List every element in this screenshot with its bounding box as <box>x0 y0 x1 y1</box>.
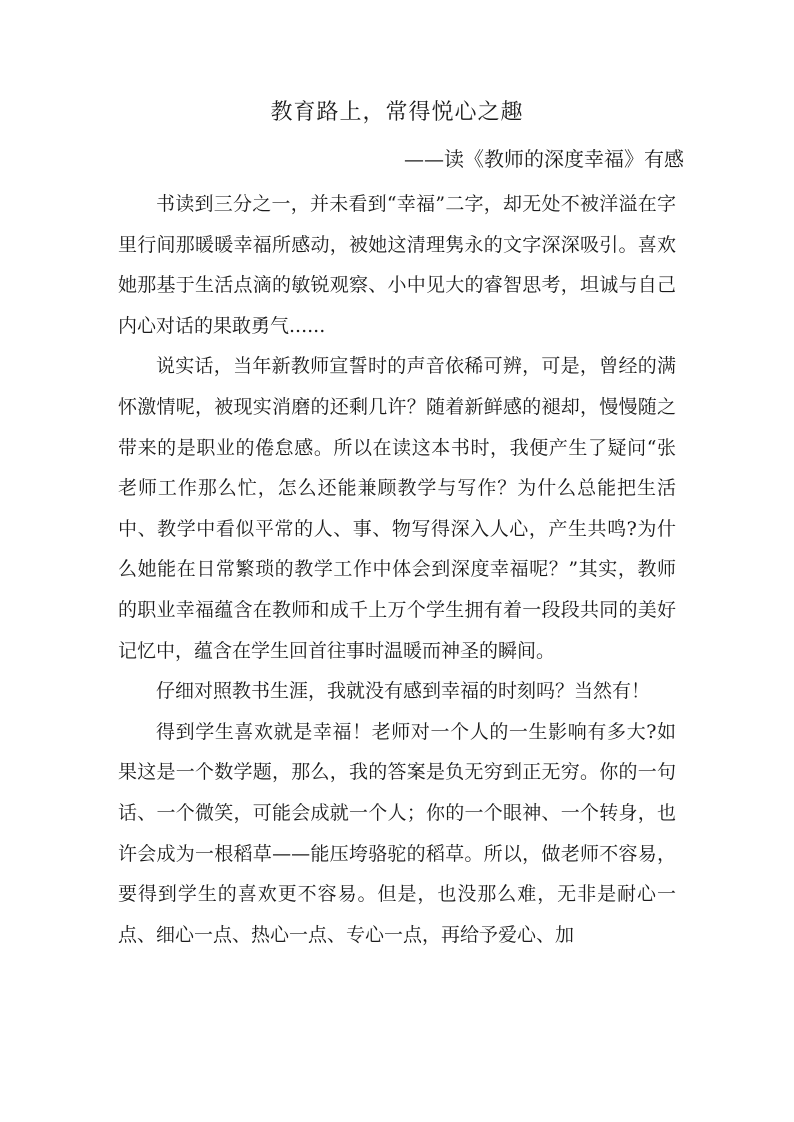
document-title: 教育路上，常得悦心之趣 <box>270 100 524 125</box>
paragraph: 得到学生喜欢就是幸福！老师对一个人的一生影响有多大?如果这是一个数学题，那么，我的答案是负无穷到正无穷。你的一句话、一个微笑，可能会成就一个人；你的一个眼神、一个转身，也许会成为一根稻草——能压垮骆驼的稻草。所以，做老师不容易，要得到学生的喜欢更不容易。但是，也没那么难，无非是耐心一点、细心一点、热心一点、专心一点，再给予爱心、加 <box>118 720 676 946</box>
paragraph: 仔细对照教书生涯，我就没有感到幸福的时刻吗？当然有！ <box>156 680 651 703</box>
paragraph: 书读到三分之一，并未看到“幸福”二字，却无处不被洋溢在字里行间那暖暖幸福所感动，被她这清理隽永的文字深深吸引。喜欢她那基于生活点滴的敏锐观察、小中见大的睿智思考，坦诚与自己内心对话的果敢勇气...... <box>118 193 676 337</box>
paragraph: 说实话，当年新教师宣誓时的声音依稀可辨，可是，曾经的满怀激情呢，被现实消磨的还剩几许？随着新鲜感的褪却，慢慢随之带来的是职业的倦怠感。所以在读这本书时，我便产生了疑问“张老师工作那么忙，怎么还能兼顾教学与写作？为什么总能把生活中、教学中看似平常的人、事、物写得深入人心，产生共鸣?为什么她能在日常繁琐的教学工作中体会到深度幸福呢？”其实，教师的职业幸福蕴含在教师和成千上万个学生拥有着一段段共同的美好记忆中，蕴含在学生回首往事时温暖而神圣的瞬间。 <box>118 355 676 662</box>
document-subtitle: ——读《教师的深度幸福》有感 <box>404 147 684 171</box>
document-body <box>118 184 676 955</box>
